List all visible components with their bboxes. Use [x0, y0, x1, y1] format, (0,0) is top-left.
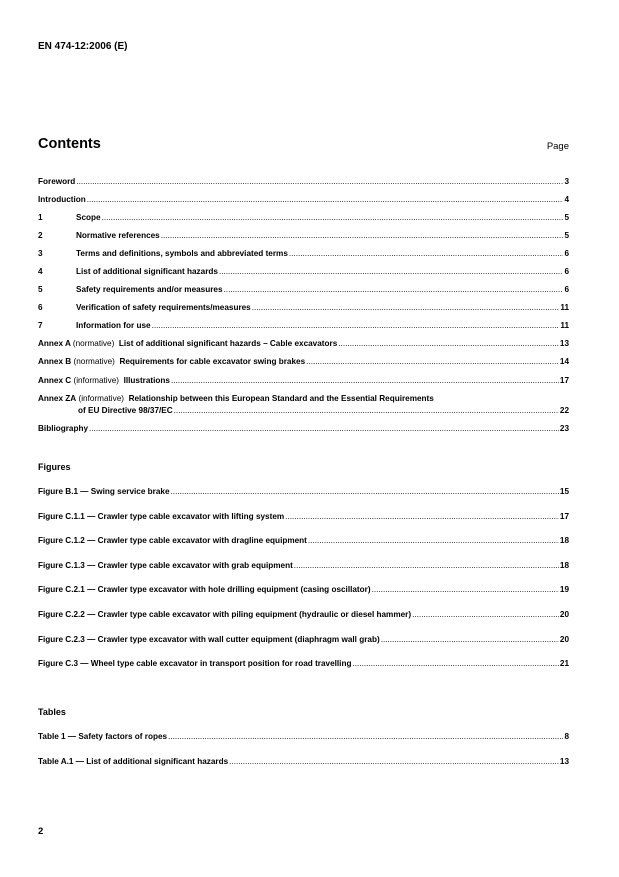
- dot-leader: [252, 302, 560, 313]
- toc-entry[interactable]: [38, 284, 569, 295]
- tables-heading: Tables: [38, 707, 66, 717]
- toc-entry-label: Verification of safety requirements/measures: [76, 303, 251, 312]
- figure-entry-page: 20: [559, 634, 569, 644]
- toc-entry-title: [76, 266, 218, 277]
- dot-leader: [412, 609, 559, 620]
- toc-entry-number: 1: [38, 213, 43, 222]
- figure-entry-page: 19: [559, 585, 569, 595]
- dot-leader: [294, 560, 559, 571]
- toc-entry[interactable]: [38, 194, 569, 205]
- dot-leader: [161, 230, 564, 241]
- dot-leader: [102, 212, 564, 223]
- toc-entry-page: 4: [564, 195, 569, 204]
- toc-entry-label: Normative references: [76, 231, 160, 240]
- table-entry-label: Table A.1 — List of additional significant hazards: [38, 756, 229, 766]
- toc-entry-title: [76, 284, 223, 295]
- dot-leader: [285, 511, 559, 522]
- toc-entry[interactable]: [38, 356, 569, 367]
- figure-entry[interactable]: [38, 511, 569, 522]
- figure-entry-label: Figure C.1.3 — Crawler type cable excavator with grab equipment: [38, 560, 293, 570]
- dot-leader: [308, 535, 559, 546]
- toc-entry-label: of EU Directive 98/37/EC: [78, 406, 173, 415]
- table-entry-label: Table 1 — Safety factors of ropes: [38, 732, 168, 741]
- toc-entry-page: 6: [564, 285, 569, 294]
- toc-entry[interactable]: [38, 248, 569, 259]
- table-entry[interactable]: [38, 731, 569, 742]
- toc-entry-label: Relationship between this European Standard and the Essential Requirements: [128, 394, 434, 403]
- toc-entry-title: [38, 176, 75, 187]
- figure-entry-label: Figure C.2.3 — Crawler type excavator with wall cutter equipment (diaphragm wall grab): [38, 634, 380, 644]
- toc-entry-number: 3: [38, 249, 43, 258]
- toc-entry-page: 3: [564, 177, 569, 186]
- toc-entry-annex-type: (informative): [73, 376, 119, 385]
- toc-entry-prefix: Annex ZA: [38, 394, 77, 403]
- dot-leader: [174, 405, 559, 416]
- table-entry[interactable]: [38, 756, 569, 767]
- figure-entry-page: 18: [559, 560, 569, 570]
- toc-entry-annex-type: (normative): [72, 339, 115, 348]
- toc-entry-page: 6: [564, 249, 569, 258]
- table-entry-page: 13: [559, 756, 569, 766]
- toc-entry-page: 14: [559, 357, 569, 366]
- toc-entry-page: 11: [560, 321, 569, 330]
- toc-entry-page: 5: [564, 213, 569, 222]
- figure-entry-page: 21: [559, 659, 569, 669]
- dot-leader: [76, 176, 563, 187]
- figure-entry[interactable]: [38, 535, 569, 546]
- toc-entry-prefix: Annex B: [38, 357, 72, 366]
- dot-leader: [289, 248, 564, 259]
- toc-entry-label: Bibliography: [38, 424, 89, 433]
- toc-entry[interactable]: [38, 375, 569, 386]
- toc-entry-prefix: Foreword: [38, 177, 76, 186]
- figure-entry-label: Figure C.3 — Wheel type cable excavator in transport position for road travelling: [38, 659, 352, 669]
- page-column-label: Page: [546, 141, 569, 152]
- figure-entry[interactable]: [38, 584, 569, 595]
- figure-entry-label: Figure C.2.1 — Crawler type excavator with hole drilling equipment (casing oscillator): [38, 585, 371, 595]
- toc-entry-label: Scope: [76, 213, 101, 222]
- toc-entry[interactable]: [38, 302, 569, 313]
- toc-entry-page: 23: [559, 424, 569, 433]
- figure-entry-page: 15: [559, 487, 569, 496]
- figure-entry[interactable]: [38, 560, 569, 571]
- toc-entry-title: [76, 212, 101, 223]
- page-title: Contents: [38, 136, 101, 152]
- figure-entry[interactable]: [38, 486, 569, 497]
- dot-leader: [229, 756, 559, 767]
- dot-leader: [168, 731, 563, 742]
- page-number: 2: [38, 826, 44, 837]
- toc-entry-title: [38, 375, 170, 386]
- toc-entry-number: 4: [38, 267, 43, 276]
- toc-entry[interactable]: [38, 320, 569, 331]
- toc-entry-label: Safety requirements and/or measures: [76, 285, 223, 294]
- figure-entry[interactable]: [38, 609, 569, 620]
- toc-entry-title: [38, 338, 337, 349]
- toc-entry-page: 17: [559, 376, 569, 385]
- toc-entry-prefix: Annex C: [38, 376, 72, 385]
- toc-entry-label: Terms and definitions, symbols and abbreviated terms: [76, 249, 288, 258]
- toc-entry-number: 5: [38, 285, 43, 294]
- toc-entry-title: [76, 230, 160, 241]
- toc-entry-annex-za[interactable]: [38, 393, 569, 404]
- document-id: EN 474-12:2006 (E): [38, 41, 128, 52]
- toc-entry-title: [76, 302, 251, 313]
- toc-entry-number: 7: [38, 321, 43, 330]
- toc-entry-annex-type: (normative): [73, 357, 115, 366]
- toc-entry[interactable]: [38, 176, 569, 187]
- toc-entry-page: 11: [560, 303, 569, 312]
- figure-entry-page: 18: [559, 536, 569, 546]
- dot-leader: [171, 375, 559, 386]
- toc-entry-page: 6: [564, 267, 569, 276]
- dot-leader: [219, 266, 564, 277]
- dot-leader: [338, 338, 559, 349]
- toc-entry-prefix: Annex A: [38, 339, 71, 348]
- figure-entry-page: 17: [559, 511, 569, 521]
- dot-leader: [89, 423, 559, 434]
- toc-entry-annex-type: (informative): [78, 394, 124, 403]
- figures-heading: Figures: [38, 462, 71, 472]
- toc-entry-title: [76, 320, 151, 331]
- toc-entry-number: 6: [38, 303, 43, 312]
- dot-leader: [352, 658, 558, 669]
- toc-entry-page: 5: [564, 231, 569, 240]
- toc-entry-bibliography[interactable]: [38, 423, 569, 434]
- toc-entry-title: [38, 356, 305, 367]
- figure-entry[interactable]: [38, 634, 569, 645]
- figure-entry[interactable]: [38, 658, 569, 669]
- toc-entry-label: Requirements for cable excavator swing brakes: [119, 357, 306, 366]
- toc-entry-page: 13: [559, 339, 569, 348]
- toc-entry-label: List of additional significant hazards – Cable excavators: [118, 339, 338, 348]
- toc-entry[interactable]: [38, 338, 569, 349]
- dot-leader: [171, 486, 559, 497]
- toc-entry-label: List of additional significant hazards: [76, 267, 218, 276]
- dot-leader: [87, 194, 564, 205]
- figure-entry-label: Figure C.1.2 — Crawler type cable excavator with dragline equipment: [38, 536, 307, 546]
- toc-entry-label: Information for use: [76, 321, 151, 330]
- toc-entry[interactable]: [38, 212, 569, 223]
- toc-entry-prefix: Introduction: [38, 195, 86, 204]
- dot-leader: [306, 356, 559, 367]
- toc-entry[interactable]: [38, 266, 569, 277]
- toc-entry-number: 2: [38, 231, 43, 240]
- toc-entry-page: 22: [559, 406, 569, 415]
- dot-leader: [224, 284, 564, 295]
- figure-entry-label: Figure B.1 — Swing service brake: [38, 487, 170, 496]
- toc-entry-title: [76, 248, 288, 259]
- toc-entry-title: [38, 194, 86, 205]
- toc-entry[interactable]: [38, 230, 569, 241]
- figure-entry-page: 20: [559, 610, 569, 619]
- table-entry-page: 8: [564, 732, 569, 741]
- dot-leader: [381, 634, 559, 645]
- figure-entry-label: Figure C.1.1 — Crawler type cable excavator with lifting system: [38, 511, 285, 521]
- dot-leader: [152, 320, 560, 331]
- toc-entry-label: Illustrations: [123, 376, 170, 385]
- dot-leader: [372, 584, 559, 595]
- toc-entry-annex-za-cont[interactable]: [38, 405, 569, 416]
- figure-entry-label: Figure C.2.2 — Crawler type cable excavator with piling equipment (hydraulic or diesel hammer): [38, 610, 412, 619]
